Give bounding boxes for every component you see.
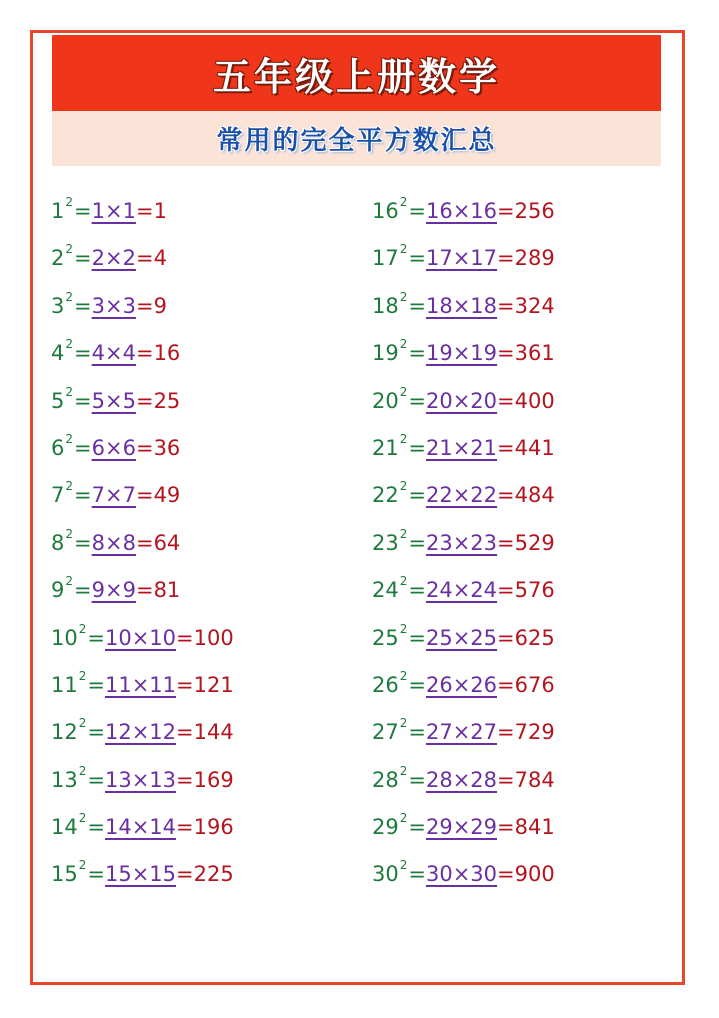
equals-sign: = bbox=[74, 246, 92, 271]
square-result: 9 bbox=[153, 293, 167, 318]
equals-sign: = bbox=[408, 815, 426, 840]
square-result: 576 bbox=[514, 578, 555, 603]
square-result: 4 bbox=[153, 246, 167, 271]
square-base: 4 bbox=[51, 341, 65, 366]
equals-sign: = bbox=[497, 862, 515, 887]
square-base: 16 bbox=[372, 199, 399, 223]
product-expression: 11×11 bbox=[104, 672, 177, 697]
product-expression: 25×25 bbox=[425, 625, 498, 650]
right-square-list bbox=[372, 191, 555, 902]
product-expression: 28×28 bbox=[425, 767, 498, 792]
square-result: 361 bbox=[514, 341, 555, 366]
square-base: 2 bbox=[51, 246, 65, 271]
equals-sign: = bbox=[74, 388, 92, 413]
equals-sign: = bbox=[497, 625, 515, 650]
square-exponent: 2 bbox=[399, 242, 408, 257]
square-base: 25 bbox=[372, 625, 399, 650]
product-expression: 24×24 bbox=[425, 578, 498, 603]
square-base: 6 bbox=[51, 435, 65, 460]
equals-sign: = bbox=[74, 341, 92, 366]
equals-sign: = bbox=[408, 720, 426, 745]
product-expression: 5×5 bbox=[91, 388, 136, 413]
equals-sign: = bbox=[408, 578, 426, 603]
square-base: 3 bbox=[51, 293, 65, 318]
equals-sign: = bbox=[74, 483, 92, 508]
equals-sign: = bbox=[74, 578, 92, 603]
equals-sign: = bbox=[408, 672, 426, 697]
square-base: 15 bbox=[51, 862, 78, 887]
equals-sign: = bbox=[87, 672, 105, 697]
equals-sign: = bbox=[135, 293, 154, 318]
equals-sign: = bbox=[497, 483, 515, 508]
square-exponent: 2 bbox=[65, 242, 74, 257]
square-result: 784 bbox=[514, 767, 555, 792]
square-result: 400 bbox=[514, 388, 555, 413]
square-base: 24 bbox=[372, 578, 399, 603]
square-exponent: 2 bbox=[399, 431, 408, 446]
product-expression: 23×23 bbox=[425, 530, 498, 555]
square-base: 20 bbox=[372, 388, 399, 413]
square-base: 30 bbox=[372, 862, 399, 887]
square-base: 12 bbox=[51, 720, 78, 745]
subtitle-banner bbox=[52, 111, 661, 166]
product-expression: 30×30 bbox=[425, 862, 498, 887]
square-equation-row bbox=[51, 854, 234, 901]
square-exponent: 2 bbox=[399, 811, 408, 826]
square-exponent: 2 bbox=[78, 858, 87, 873]
equals-sign: = bbox=[176, 720, 194, 745]
product-expression: 21×21 bbox=[425, 435, 498, 460]
square-exponent: 2 bbox=[65, 195, 74, 209]
equals-sign: = bbox=[408, 293, 426, 318]
equals-sign: = bbox=[408, 483, 426, 508]
square-exponent: 2 bbox=[399, 574, 408, 589]
square-exponent: 2 bbox=[399, 621, 408, 636]
equals-sign: = bbox=[408, 767, 426, 792]
square-equation-row bbox=[51, 191, 234, 238]
square-exponent: 2 bbox=[399, 763, 408, 778]
equals-sign: = bbox=[497, 720, 515, 745]
square-exponent: 2 bbox=[399, 384, 408, 399]
equals-sign: = bbox=[497, 530, 515, 555]
square-result: 441 bbox=[514, 435, 555, 460]
equals-sign: = bbox=[497, 246, 515, 271]
equals-sign: = bbox=[408, 435, 426, 460]
product-expression: 20×20 bbox=[425, 388, 498, 413]
square-exponent: 2 bbox=[399, 479, 408, 494]
product-expression: 1×1 bbox=[91, 199, 136, 223]
equals-sign: = bbox=[135, 530, 154, 555]
square-result: 225 bbox=[193, 862, 234, 887]
square-result: 100 bbox=[193, 625, 234, 650]
square-equation-row bbox=[51, 475, 234, 522]
product-expression: 18×18 bbox=[425, 293, 498, 318]
square-exponent: 2 bbox=[65, 337, 74, 352]
square-base: 27 bbox=[372, 720, 399, 745]
square-equation-row bbox=[51, 286, 234, 333]
product-expression: 26×26 bbox=[425, 672, 498, 697]
page-subtitle: 常用的完全平方数汇总 bbox=[216, 126, 497, 156]
square-base: 26 bbox=[372, 672, 399, 697]
product-expression: 9×9 bbox=[91, 578, 136, 603]
square-result: 900 bbox=[514, 862, 555, 887]
equals-sign: = bbox=[497, 435, 515, 460]
page-title: 五年级上册数学 bbox=[212, 53, 500, 99]
square-result: 121 bbox=[193, 672, 234, 697]
square-exponent: 2 bbox=[399, 337, 408, 352]
square-exponent: 2 bbox=[65, 526, 74, 541]
product-expression: 14×14 bbox=[104, 815, 177, 840]
square-base: 23 bbox=[372, 530, 399, 555]
equals-sign: = bbox=[497, 388, 515, 413]
square-exponent: 2 bbox=[65, 574, 74, 589]
square-base: 5 bbox=[51, 388, 65, 413]
square-result: 289 bbox=[514, 246, 555, 271]
square-exponent: 2 bbox=[399, 858, 408, 873]
equals-sign: = bbox=[87, 720, 105, 745]
square-result: 1 bbox=[153, 199, 167, 223]
square-exponent: 2 bbox=[65, 289, 74, 304]
equals-sign: = bbox=[408, 388, 426, 413]
square-base: 17 bbox=[372, 246, 399, 271]
square-result: 169 bbox=[193, 767, 234, 792]
square-result: 484 bbox=[514, 483, 555, 508]
square-base: 18 bbox=[372, 293, 399, 318]
square-base: 7 bbox=[51, 483, 65, 508]
product-expression: 7×7 bbox=[91, 483, 136, 508]
equals-sign: = bbox=[176, 767, 194, 792]
square-exponent: 2 bbox=[399, 289, 408, 304]
square-equation-row bbox=[51, 381, 234, 428]
equals-sign: = bbox=[87, 625, 105, 650]
product-expression: 3×3 bbox=[91, 293, 136, 318]
equals-sign: = bbox=[74, 293, 92, 318]
square-result: 36 bbox=[153, 435, 181, 460]
product-expression: 4×4 bbox=[91, 341, 136, 366]
square-equation-row bbox=[51, 238, 234, 285]
equals-sign: = bbox=[408, 199, 426, 223]
equals-sign: = bbox=[497, 672, 515, 697]
product-expression: 19×19 bbox=[425, 341, 498, 366]
equals-sign: = bbox=[408, 625, 426, 650]
square-base: 28 bbox=[372, 767, 399, 792]
square-result: 25 bbox=[153, 388, 181, 413]
square-exponent: 2 bbox=[65, 431, 74, 446]
square-result: 841 bbox=[514, 815, 555, 840]
equals-sign: = bbox=[497, 767, 515, 792]
equals-sign: = bbox=[408, 341, 426, 366]
square-result: 529 bbox=[514, 530, 555, 555]
equals-sign: = bbox=[176, 815, 194, 840]
equals-sign: = bbox=[176, 862, 194, 887]
square-result: 49 bbox=[153, 483, 181, 508]
square-exponent: 2 bbox=[65, 384, 74, 399]
equals-sign: = bbox=[87, 862, 105, 887]
equals-sign: = bbox=[497, 578, 515, 603]
equals-sign: = bbox=[74, 530, 92, 555]
equals-sign: = bbox=[135, 246, 154, 271]
square-equation-row bbox=[51, 428, 234, 475]
equals-sign: = bbox=[408, 530, 426, 555]
product-expression: 8×8 bbox=[91, 530, 136, 555]
square-equation-row bbox=[51, 523, 234, 570]
square-equation-row bbox=[51, 333, 234, 380]
equals-sign: = bbox=[408, 246, 426, 271]
square-result: 81 bbox=[153, 578, 181, 603]
square-result: 144 bbox=[193, 720, 234, 745]
product-expression: 2×2 bbox=[91, 246, 136, 271]
square-base: 14 bbox=[51, 815, 78, 840]
equals-sign: = bbox=[74, 199, 92, 223]
square-exponent: 2 bbox=[78, 811, 87, 826]
square-exponent: 2 bbox=[78, 668, 87, 683]
product-expression: 10×10 bbox=[104, 625, 177, 650]
square-exponent: 2 bbox=[399, 668, 408, 683]
equals-sign: = bbox=[497, 293, 515, 318]
equals-sign: = bbox=[135, 435, 154, 460]
square-base: 22 bbox=[372, 483, 399, 508]
square-exponent: 2 bbox=[399, 195, 408, 209]
equals-sign: = bbox=[135, 483, 154, 508]
equals-sign: = bbox=[74, 435, 92, 460]
square-exponent: 2 bbox=[65, 479, 74, 494]
equals-sign: = bbox=[135, 578, 154, 603]
product-expression: 29×29 bbox=[425, 815, 498, 840]
square-exponent: 2 bbox=[78, 621, 87, 636]
equals-sign: = bbox=[87, 815, 105, 840]
square-result: 729 bbox=[514, 720, 555, 745]
square-exponent: 2 bbox=[399, 716, 408, 731]
square-base: 9 bbox=[51, 578, 65, 603]
equals-sign: = bbox=[497, 199, 515, 223]
square-exponent: 2 bbox=[399, 526, 408, 541]
equals-sign: = bbox=[135, 341, 154, 366]
square-result: 16 bbox=[153, 341, 181, 366]
equals-sign: = bbox=[135, 388, 154, 413]
square-result: 196 bbox=[193, 815, 234, 840]
equals-sign: = bbox=[135, 199, 154, 223]
equals-sign: = bbox=[87, 767, 105, 792]
square-result: 625 bbox=[514, 625, 555, 650]
equals-sign: = bbox=[176, 625, 194, 650]
square-base: 11 bbox=[51, 672, 78, 697]
square-exponent: 2 bbox=[78, 716, 87, 731]
square-result: 64 bbox=[153, 530, 181, 555]
square-base: 19 bbox=[372, 341, 399, 366]
square-result: 324 bbox=[514, 293, 555, 318]
product-expression: 15×15 bbox=[104, 862, 177, 887]
product-expression: 13×13 bbox=[104, 767, 177, 792]
product-expression: 6×6 bbox=[91, 435, 136, 460]
product-expression: 16×16 bbox=[425, 199, 498, 223]
product-expression: 17×17 bbox=[425, 246, 498, 271]
product-expression: 22×22 bbox=[425, 483, 498, 508]
equals-sign: = bbox=[408, 862, 426, 887]
product-expression: 12×12 bbox=[104, 720, 177, 745]
square-base: 29 bbox=[372, 815, 399, 840]
equals-sign: = bbox=[497, 341, 515, 366]
square-result: 676 bbox=[514, 672, 555, 697]
square-base: 21 bbox=[372, 435, 399, 460]
square-equation-row bbox=[372, 854, 555, 901]
title-banner bbox=[52, 35, 661, 111]
product-expression: 27×27 bbox=[425, 720, 498, 745]
equals-sign: = bbox=[176, 672, 194, 697]
square-exponent: 2 bbox=[78, 763, 87, 778]
square-base: 8 bbox=[51, 530, 65, 555]
square-result: 256 bbox=[514, 199, 555, 223]
square-base: 13 bbox=[51, 767, 78, 792]
left-square-list bbox=[51, 191, 234, 902]
equals-sign: = bbox=[497, 815, 515, 840]
square-base: 1 bbox=[51, 199, 65, 223]
square-base: 10 bbox=[51, 625, 78, 650]
